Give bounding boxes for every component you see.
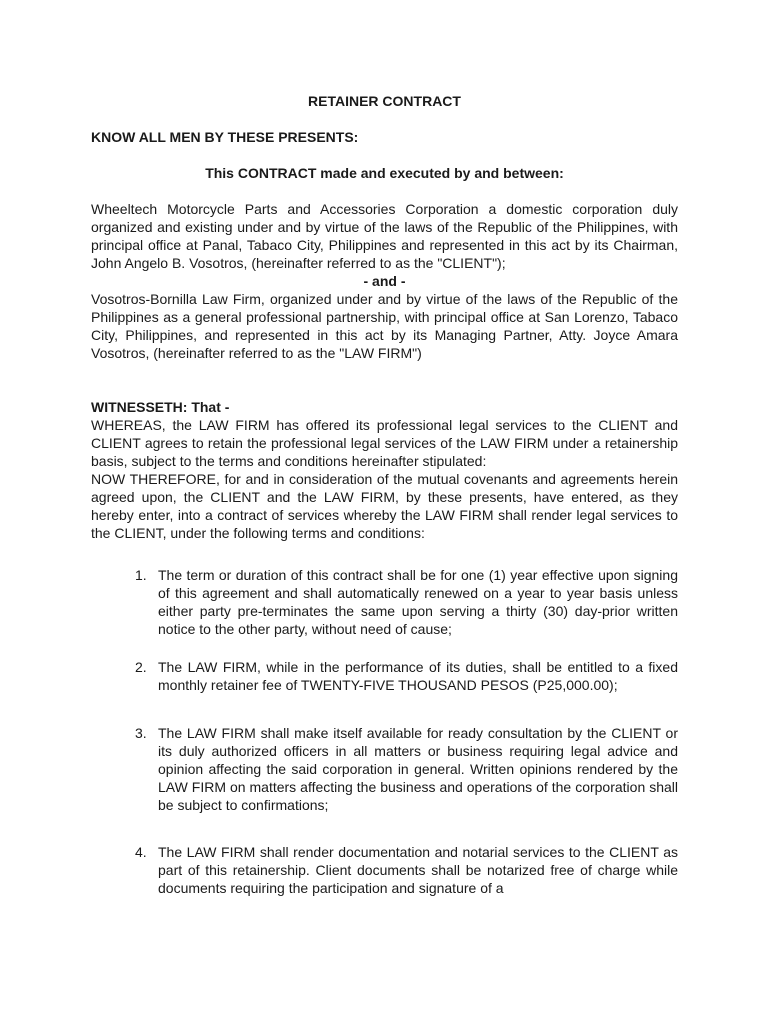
know-all-heading: KNOW ALL MEN BY THESE PRESENTS: [91,129,359,145]
made-executed-heading: This CONTRACT made and executed by and between: [205,165,564,181]
term-number: 1. [135,567,147,583]
list-item [91,658,678,694]
terms-list [91,566,678,897]
law-firm-party-paragraph: Vosotros-Bornilla Law Firm, organized under and by virtue of the laws of the Republic of the Philippines as a general professional partnership, with principal office at San Lorenzo, Tabaco City, Philippines, and represented in this act by its Managing Partner, Atty. Joyce Amara Vosotros, (hereinafter referred to as the "LAW FIRM") [91,291,678,361]
and-separator: - and - [363,273,406,289]
list-item [91,724,678,814]
document-page [91,92,678,897]
whereas-paragraph: WHEREAS, the LAW FIRM has offered its professional legal services to the CLIENT and CLIENT agrees to retain the professional legal services of the LAW FIRM under a retainership basis, subject to the terms and conditions hereinafter stipulated: [91,417,678,469]
term-number: 2. [135,659,147,675]
term-text: The LAW FIRM, while in the performance of its duties, shall be entitled to a fixed monthly retainer fee of TWENTY-FIVE THOUSAND PESOS (P25,000.00); [158,659,678,693]
term-text: The LAW FIRM shall make itself available for ready consultation by the CLIENT or its duly authorized officers in all matters or business requiring legal advice and opinion affecting the said corporation in general. Written opinions rendered by the LAW FIRM on matters affecting the business and operations of the corporation shall be subject to confirmations; [158,725,678,813]
term-text: The term or duration of this contract shall be for one (1) year effective upon signing of this agreement and shall automatically renewed on a year to year basis unless either party pre-terminates the same upon serving a thirty (30) day-prior written notice to the other party, without need of cause; [158,567,678,637]
term-text: The LAW FIRM shall render documentation and notarial services to the CLIENT as part of this retainership. Client documents shall be notarized free of charge while documents requiring the participation and signature of a [158,844,678,896]
client-party-paragraph: Wheeltech Motorcycle Parts and Accessories Corporation a domestic corporation duly organized and existing under and by virtue of the laws of the Republic of the Philippines, with principal office at Panal, Tabaco City, Philippines and represented in this act by its Chairman, John Angelo B. Vosotros, (hereinafter referred to as the "CLIENT"); [91,201,678,271]
term-number: 4. [135,844,147,860]
list-item [91,843,678,897]
now-therefore-paragraph: NOW THEREFORE, for and in consideration of the mutual covenants and agreements herein agreed upon, the CLIENT and the LAW FIRM, by these presents, have entered, as they hereby enter, into a contract of services whereby the LAW FIRM shall render legal services to the CLIENT, under the following terms and conditions: [91,471,678,541]
document-title: RETAINER CONTRACT [308,93,461,109]
term-number: 3. [135,725,147,741]
list-item [91,566,678,638]
witnesseth-heading: WITNESSETH: That - [91,399,230,415]
